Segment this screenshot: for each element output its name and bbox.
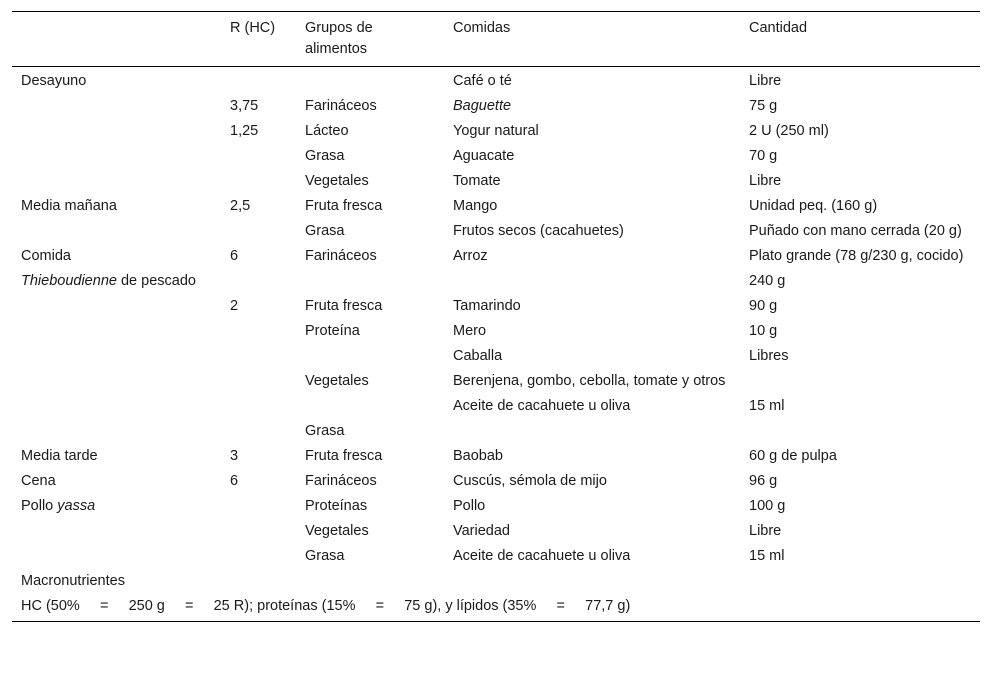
r-cell [221, 67, 296, 95]
table-row [12, 419, 980, 444]
qty-cell: Libres [749, 348, 789, 364]
qty-cell: 10 g [749, 323, 778, 339]
meal-cell [12, 494, 221, 519]
header-quantity: Cantidad [740, 12, 980, 67]
food-cell: Yogur natural [453, 123, 539, 139]
meal-cell [12, 144, 221, 169]
r-cell: 3,75 [230, 98, 259, 114]
qty-cell: 15 ml [749, 548, 785, 564]
food-cell [444, 269, 740, 294]
food-cell: Mero [453, 323, 487, 339]
r-cell: 3 [230, 448, 239, 464]
group-cell [296, 344, 444, 369]
group-cell [296, 269, 444, 294]
food-cell: Arroz [453, 248, 488, 264]
table-row [12, 519, 980, 544]
table-row [12, 569, 980, 594]
meal-cell [12, 294, 221, 319]
meal-cell [12, 394, 221, 419]
food-cell: Frutos secos (cacahuetes) [453, 223, 624, 239]
r-cell: 1,25 [230, 123, 259, 139]
qty-cell: 70 g [749, 148, 778, 164]
qty-cell: Libre [749, 173, 782, 189]
meal-cell [12, 119, 221, 144]
group-cell: Fruta fresca [305, 448, 383, 464]
group-cell: Grasa [305, 548, 345, 564]
group-cell: Proteínas [305, 498, 368, 514]
r-cell [221, 419, 296, 444]
meal-cell [12, 369, 221, 394]
group-cell: Fruta fresca [305, 298, 383, 314]
food-cell: Pollo [453, 498, 486, 514]
qty-cell: 96 g [749, 473, 778, 489]
table-row [12, 594, 980, 622]
table-row [12, 94, 980, 119]
food-cell: Baobab [453, 448, 503, 464]
table-row [12, 219, 980, 244]
r-cell [221, 144, 296, 169]
meal-cell [12, 319, 221, 344]
r-cell: 2,5 [230, 198, 251, 214]
group-cell: Vegetales [305, 173, 369, 189]
table-row [12, 469, 980, 494]
r-cell [221, 369, 296, 394]
group-cell [296, 67, 444, 95]
group-cell: Vegetales [305, 373, 369, 389]
meal-cell [12, 94, 221, 119]
food-cell: Tamarindo [453, 298, 521, 314]
meal-cell [12, 269, 221, 294]
food-italic: Baguette [453, 98, 512, 114]
diet-plan-table-container [12, 11, 980, 622]
group-cell: Farináceos [305, 98, 377, 114]
table-row [12, 494, 980, 519]
meal-italic: Thieboudienne [21, 273, 117, 289]
food-cell: Tomate [453, 173, 501, 189]
group-cell: Grasa [305, 148, 345, 164]
group-cell: Farináceos [305, 473, 377, 489]
food-cell: Aceite de cacahuete u oliva [453, 548, 631, 564]
r-cell [221, 219, 296, 244]
table-row [12, 67, 980, 95]
r-cell [221, 494, 296, 519]
qty-cell: 240 g [749, 273, 786, 289]
meal-cell: Media mañana [21, 198, 117, 214]
group-cell: Farináceos [305, 248, 377, 264]
food-cell: Berenjena, gombo, cebolla, tomate y otros [453, 373, 726, 389]
group-cell [296, 394, 444, 419]
meal-cell [12, 219, 221, 244]
r-cell [221, 394, 296, 419]
r-cell [221, 544, 296, 569]
table-body [12, 67, 980, 622]
meal-plain: Pollo [21, 498, 58, 514]
meal-cell [12, 419, 221, 444]
table-row [12, 269, 980, 294]
group-cell: Lácteo [305, 123, 349, 139]
food-cell: Mango [453, 198, 498, 214]
r-cell [221, 269, 296, 294]
table-row [12, 369, 980, 394]
qty-cell [740, 419, 980, 444]
group-cell: Vegetales [305, 523, 369, 539]
qty-cell: 60 g de pulpa [749, 448, 837, 464]
qty-cell: 2 U (250 ml) [749, 123, 829, 139]
meal-cell: Media tarde [21, 448, 98, 464]
qty-cell: Libre [749, 73, 782, 89]
qty-cell: 75 g [749, 98, 778, 114]
meal-cell: Desayuno [21, 73, 87, 89]
r-cell: 6 [230, 473, 239, 489]
r-cell: 6 [230, 248, 239, 264]
header-r-hc: R (HC) [221, 12, 296, 67]
meal-cell [12, 544, 221, 569]
qty-cell: Unidad peq. (160 g) [749, 198, 878, 214]
qty-cell: Libre [749, 523, 782, 539]
meal-cell [12, 169, 221, 194]
header-meal [12, 12, 221, 67]
qty-cell [740, 369, 980, 394]
header-row [12, 12, 980, 67]
r-cell [221, 169, 296, 194]
table-row [12, 169, 980, 194]
qty-cell: 90 g [749, 298, 778, 314]
macros-summary: HC (50% = 250 g = 25 R); proteínas (15% = 75 g), y lípidos (35% = 77,7 g) [12, 594, 980, 622]
header-food-groups: Grupos de alimentos [296, 12, 444, 67]
group-cell: Grasa [305, 423, 345, 439]
group-cell: Proteína [305, 323, 360, 339]
macros-label: Macronutrientes [21, 573, 125, 589]
table-row [12, 244, 980, 269]
qty-cell: Puñado con mano cerrada (20 g) [749, 223, 962, 239]
food-cell [444, 94, 740, 119]
r-cell [221, 319, 296, 344]
meal-cell: Comida [21, 248, 71, 264]
table-row [12, 294, 980, 319]
table-row [12, 119, 980, 144]
food-cell: Aceite de cacahuete u oliva [453, 398, 631, 414]
table-row [12, 444, 980, 469]
group-cell: Grasa [305, 223, 345, 239]
diet-plan-table [12, 11, 980, 622]
table-row [12, 394, 980, 419]
qty-cell: 100 g [749, 498, 786, 514]
table-row [12, 194, 980, 219]
meal-cell [12, 519, 221, 544]
r-cell [221, 519, 296, 544]
table-row [12, 144, 980, 169]
food-cell: Aguacate [453, 148, 515, 164]
group-cell: Fruta fresca [305, 198, 383, 214]
header-foods: Comidas [444, 12, 740, 67]
food-cell: Caballa [453, 348, 503, 364]
meal-italic: yassa [57, 498, 96, 514]
food-cell: Cuscús, sémola de mijo [453, 473, 607, 489]
table-header [12, 12, 980, 67]
r-cell [221, 344, 296, 369]
food-cell: Café o té [453, 73, 512, 89]
meal-cell: Cena [21, 473, 56, 489]
meal-cell [12, 344, 221, 369]
qty-cell: Plato grande (78 g/230 g, cocido) [749, 248, 964, 264]
qty-cell: 15 ml [749, 398, 785, 414]
food-cell: Variedad [453, 523, 510, 539]
table-row [12, 319, 980, 344]
table-row [12, 544, 980, 569]
table-row [12, 344, 980, 369]
food-cell [444, 419, 740, 444]
r-cell: 2 [230, 298, 239, 314]
meal-rest: de pescado [116, 273, 196, 289]
